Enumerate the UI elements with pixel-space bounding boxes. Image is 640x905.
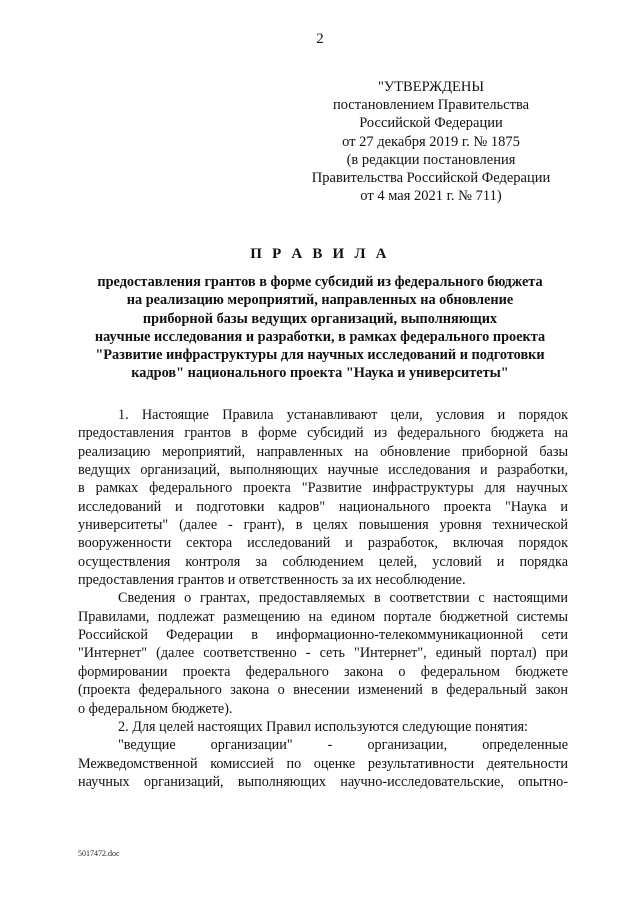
body-line: исследований и подготовки кадров" национального проекта "Наука и bbox=[78, 498, 568, 515]
approval-line: Правительства Российской Федерации bbox=[311, 170, 551, 187]
body-line: Правилами, подлежат размещению на едином портале бюджетной системы bbox=[78, 608, 568, 625]
document-title: П Р А В И Л А bbox=[250, 246, 390, 262]
body-line: предоставления грантов и ответственность за их несоблюдение. bbox=[78, 572, 466, 589]
subtitle-line: предоставления грантов в форме субсидий из федерального бюджета bbox=[97, 274, 543, 290]
body-line: "ведущие организации" - организации, определенные bbox=[118, 737, 568, 754]
body-line: (проекта федерального закона о внесении изменений в федеральный закон bbox=[78, 682, 568, 699]
approval-block bbox=[300, 78, 562, 205]
body-line: 1. Настоящие Правила устанавливают цели, условия и порядок bbox=[118, 407, 568, 423]
document-subtitle bbox=[70, 273, 570, 383]
approval-line: Российской Федерации bbox=[359, 115, 503, 132]
approval-line: (в редакции постановления bbox=[346, 151, 516, 168]
body-line: "Интернет" (далее соответственно - сеть "Интернет", единый портал) при bbox=[78, 645, 568, 662]
body-line: вооруженности сектора исследований и разработок, включая порядок bbox=[78, 535, 568, 552]
approval-line: от 27 декабря 2019 г. № 1875 bbox=[342, 133, 520, 150]
subtitle-line: научные исследования и разработки, в рамках федерального проекта bbox=[94, 328, 546, 345]
body-line: Сведения о грантах, предоставляемых в соответствии с настоящими bbox=[118, 590, 568, 607]
approval-line: "УТВЕРЖДЕНЫ bbox=[378, 79, 484, 95]
body-line: Межведомственной комиссией по оценке результативности деятельности bbox=[78, 755, 568, 772]
file-name-footer: 5017472.doc bbox=[78, 849, 120, 858]
body-line: 2. Для целей настоящих Правил используются следующие понятия: bbox=[118, 718, 529, 735]
subtitle-line: приборной базы ведущих организаций, выполняющих bbox=[142, 310, 498, 327]
body-line: предоставления грантов в форме субсидий из федерального бюджета на bbox=[78, 425, 568, 442]
subtitle-line: "Развитие инфраструктуры для научных исследований и подготовки bbox=[95, 347, 545, 364]
subtitle-line: на реализацию мероприятий, направленных на обновление bbox=[126, 292, 514, 309]
body-line: осуществления контроля за соблюдением целей, условий и порядка bbox=[78, 553, 568, 570]
document-body bbox=[78, 406, 568, 791]
body-line: научных организаций, выполняющих научно-исследовательские, опытно- bbox=[78, 773, 568, 790]
body-line: университеты" (далее - грант), в целях повышения уровня технической bbox=[78, 517, 568, 534]
body-line: реализацию мероприятий, направленных на обновление приборной базы bbox=[78, 443, 568, 460]
body-line: Российской Федерации в информационно-телекоммуникационной сети bbox=[78, 627, 568, 644]
subtitle-line: кадров" национального проекта "Наука и университеты" bbox=[131, 365, 509, 382]
body-line: в рамках федерального проекта "Развитие инфраструктуры для научных bbox=[78, 480, 568, 497]
approval-line: постановлением Правительства bbox=[332, 97, 530, 114]
page-number: 2 bbox=[316, 31, 324, 47]
body-line: ведущих организаций, выполняющих научные исследования и разработки, bbox=[78, 462, 568, 479]
body-line: о федеральном бюджете). bbox=[78, 700, 233, 717]
approval-line: от 4 мая 2021 г. № 711) bbox=[360, 188, 502, 205]
body-line: формировании проекта федерального закона о федеральном бюджете bbox=[78, 663, 568, 680]
